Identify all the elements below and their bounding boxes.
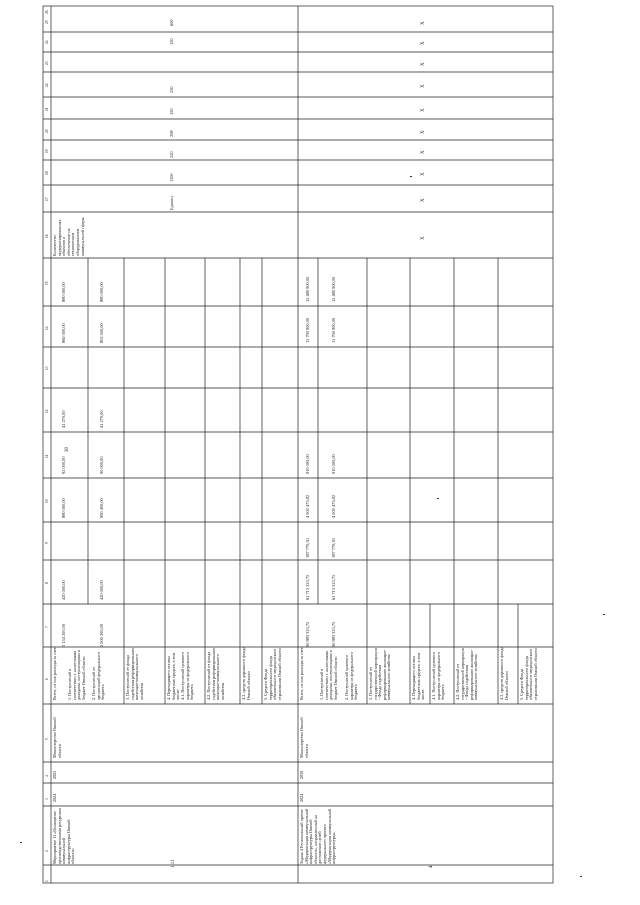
row2-val-c15: 12 480 900,00: [305, 276, 310, 302]
row2-sub-c10: 4 000 473,82: [331, 494, 336, 518]
row2-x-c24: Х: [421, 41, 426, 45]
row1-ind-c19: 220: [169, 151, 174, 158]
row2-sub-c9: 187 770,30: [331, 538, 336, 558]
row2-source-3: 3. Поступлений от государственной корпорации - Фонда содействия реформированию жилищно-коммунального хозяйства: [368, 648, 392, 700]
col-num-23: 23: [45, 61, 49, 65]
row2-number: 4: [429, 865, 434, 868]
row2-year-start: 2024: [299, 793, 304, 802]
row1-executor: Министерство Омской области: [52, 717, 62, 758]
row2-x-c22: Х: [421, 84, 426, 88]
col-num-3: 3: [45, 798, 49, 800]
scan-speck: [437, 498, 439, 499]
row1-indicator: Количество модернизированных объектов и обеспечение их техническим оборудованием коммунальной сферы: [52, 217, 85, 256]
row1-ind-c20: 208: [169, 130, 174, 137]
row2-sub-c15: 12 480 900,00: [331, 276, 336, 302]
row2-x-c18: Х: [421, 172, 426, 176]
col-num-25: 25: [45, 20, 49, 24]
row1-source-3: 3. Поступлений от фонда содействия реформированию жилищно-коммунального хозяйства: [125, 647, 144, 700]
row1-year-start: 2024: [52, 793, 57, 802]
row2-x-c20: Х: [421, 130, 426, 134]
row1-ind-c22: 230: [169, 86, 174, 93]
col-num-8: 8: [45, 582, 49, 584]
row1-sub-c8: 420 000,00: [99, 580, 104, 600]
col-num-12: 12: [45, 409, 49, 413]
row2-name: Задача 4 Региональный проект «Модернизация коммунальной инфраструктуры Омской области», направленный на достижение целей федерального проекта «Модернизация коммунальной инфраструктуры»: [299, 808, 337, 864]
row1-val-c15: 880 000,00: [61, 282, 66, 302]
row1-val-c11: 92 000,00: [61, 456, 66, 474]
row2-total-all: 90 883 323,75: [305, 621, 310, 647]
page-number: 30: [65, 447, 70, 452]
row1-ind-c24: 150: [169, 38, 174, 45]
row1-source-2: 2. Поступлений от организаций федерального бюджета: [91, 651, 106, 700]
col-num-4: 4: [45, 775, 49, 777]
row2-x-c17: Х: [421, 198, 426, 202]
row2-x-c23: Х: [421, 62, 426, 66]
row2-source-4-1: 4.1. Поступлений целевого характера из федерального бюджета: [431, 651, 446, 700]
row1-sub-c12: 41 270,00: [99, 410, 104, 428]
col-num-14: 14: [45, 326, 49, 330]
row1-name: Мероприятие 11 «Оснащение производственными ресурсами коммунальной инфраструктуры Омской области»: [52, 808, 76, 864]
row2-x-c16: Х: [421, 236, 426, 240]
row1-source-4-3: 4.3. средств дорожного фонда Омской области: [241, 646, 251, 700]
row2-val-c11: 910 000,00: [305, 454, 310, 474]
scan-speck: [580, 876, 582, 877]
row2-executor: Министерство Омской области: [299, 717, 309, 758]
row2-sub-total-all: 90 883 323,75: [331, 621, 336, 647]
row1-source-5: 5. Средств Фонда территориального фонда обязательного медицинского страхования Омской области: [263, 648, 282, 700]
row1-unit: Единиц: [169, 196, 174, 210]
row1-sub-c10: 990 400,00: [99, 498, 104, 518]
row2-x-c19: Х: [421, 150, 426, 154]
row2-source-1: 1. Поступлений в соответствии с налоговыми доходами, поступающими в бюджет Омской области: [319, 650, 338, 700]
row2-source-4: 4. Переходящего остатка бюджетных средств, в том числе:: [411, 652, 426, 700]
row1-ind-c21: 150: [169, 108, 174, 115]
col-num-17: 17: [45, 197, 49, 201]
col-num-26: 26: [45, 10, 49, 14]
scan-speck: [410, 176, 412, 177]
scan-speck: [20, 842, 22, 843]
row1-val-c12: 41 270,00: [61, 410, 66, 428]
scan-speck: [603, 614, 605, 615]
col-num-13: 13: [45, 366, 49, 370]
row1-sub-c11: 90 000,00: [99, 456, 104, 474]
row1-year-end: 2025: [52, 770, 57, 779]
row1-source-total: Всего, из них расходы за счет:: [52, 646, 57, 700]
row2-val-c9: 187 770,30: [305, 538, 310, 558]
row2-source-4-2: 4.2. Поступлений от государственной корпорации - Фонда содействия реформированию жилищно-коммунального хозяйства: [455, 648, 479, 700]
row2-sub-c8: 61 713 323,75: [331, 574, 336, 600]
row2-source-total: Всего, из них расходы за счет:: [299, 646, 304, 700]
col-num-16: 16: [45, 234, 49, 238]
col-num-20: 20: [45, 129, 49, 133]
row2-source-4-3: 4.3. средств дорожного фонда Омской области: [499, 646, 509, 700]
col-num-6: 6: [45, 678, 49, 680]
row1-source-4: 4. Переходящего остатка бюджетных средств, в том числе:: [166, 652, 181, 700]
col-num-19: 19: [45, 149, 49, 153]
row2-source-2: 2. Поступлений целевого характера из федерального бюджета: [344, 652, 359, 700]
row1-total-all: 3 154 200,00: [61, 623, 66, 647]
row1-val-c8: 420 000,00: [61, 580, 66, 600]
row2-sub-c11: 910 000,00: [331, 454, 336, 474]
row2-sub-c14: 11 790 900,00: [331, 317, 336, 343]
row1-ind-c18: 1100: [169, 173, 174, 182]
row2-val-c14: 11 790 900,00: [305, 317, 310, 343]
row1-source-4-1: 4.1. Поступлений целевого характера из федерального бюджета: [180, 651, 195, 700]
row1-source-4-2: 4.2. Поступлений от фонда содействия реформированию жилищно-коммунального хозяйства: [206, 647, 225, 700]
col-num-22: 22: [45, 83, 49, 87]
row1-val-c10: 880 000,00: [61, 498, 66, 518]
row1-ind-c25: 600: [169, 19, 174, 26]
col-num-21: 21: [45, 107, 49, 111]
row2-x-c25: Х: [421, 21, 426, 25]
col-num-15: 15: [45, 281, 49, 285]
col-num-7: 7: [45, 626, 49, 628]
row2-val-c8: 61 713 323,75: [305, 574, 310, 600]
col-num-18: 18: [45, 171, 49, 175]
row2-val-c10: 4 000 473,82: [305, 494, 310, 518]
row1-source-1: 1. Поступлений в соответствии с налоговыми доходами, поступающими в бюджет Омской области: [67, 650, 86, 700]
row2-x-c21: Х: [421, 108, 426, 112]
row1-sub-total-all: 2 000 200,00: [99, 623, 104, 647]
row1-val-c14: 860 000,00: [61, 323, 66, 343]
col-num-9: 9: [45, 542, 49, 544]
row2-source-5: 5. Средств Фонда территориального фонда обязательного медицинского страхования Омской области: [519, 648, 538, 700]
col-num-11: 11: [45, 454, 49, 458]
col-num-5: 5: [45, 738, 49, 740]
row1-sub-c14: 802 000,00: [99, 323, 104, 343]
col-num-1: 1: [45, 880, 49, 882]
row2-year-end: 2030: [299, 770, 304, 779]
col-num-24: 24: [45, 40, 49, 44]
row1-number: 1.11: [171, 859, 176, 868]
col-num-2: 2: [45, 850, 49, 852]
col-num-10: 10: [45, 499, 49, 503]
row1-sub-c15: 880 000,00: [99, 282, 104, 302]
